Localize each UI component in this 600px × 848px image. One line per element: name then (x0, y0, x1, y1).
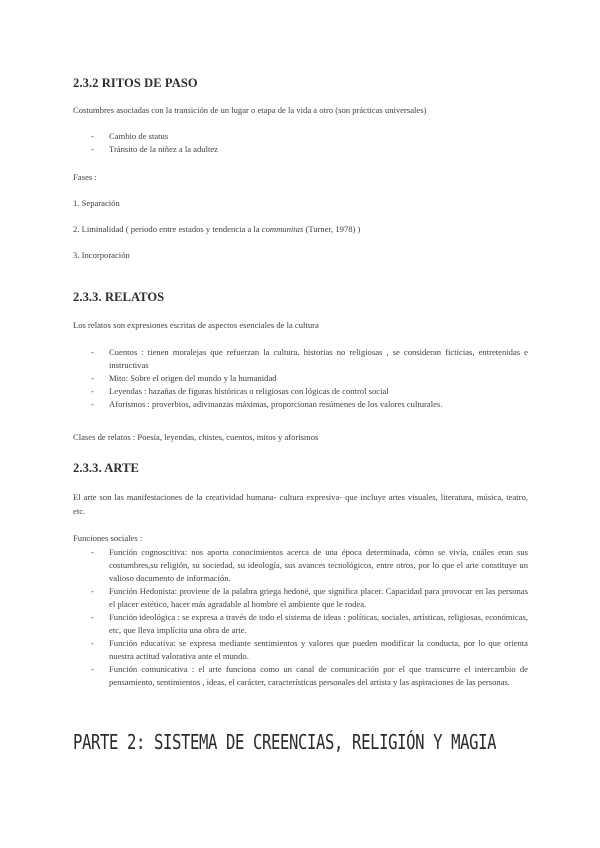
list-item: - Tránsito de la niñez a la adultez (73, 143, 528, 156)
part-2-heading: PARTE 2: SISTEMA DE CREENCIAS, RELIGIÓN Y MAGIA (73, 730, 497, 754)
list-item: - Leyendas : hazañas de figuras históricas o religiosas con lógicas de control social (73, 385, 528, 398)
fase-3: 3. Incorporación (73, 250, 130, 260)
ritos-list (73, 130, 528, 156)
funciones-label: Funciones sociales : (73, 533, 143, 543)
section-heading-ritos: 2.3.2 RITOS DE PASO (73, 76, 198, 90)
relatos-intro: Los relatos son expresiones escritas de aspectos esenciales de la cultura (73, 320, 319, 330)
fase-2-text: 2. Liminalidad ( periodo entre estados y tendencia a la (73, 224, 262, 234)
list-item: - Función comunicativa : el arte funciona como un canal de comunicación por el que transcurre el intercambio de pensamiento, sentimientos , ideas, el carácter, características personales del artista y las aspiraciones de las personas. (73, 663, 528, 689)
fase-2-citation: (Turner, 1978) ) (303, 224, 361, 234)
fase-1: 1. Separación (73, 198, 120, 208)
funciones-list (73, 546, 528, 689)
list-item: - Cuentos : tienen moralejas que refuerzan la cultura. historias no religiosas , se consideran ficticias, entretenidas e instructivas (73, 346, 528, 372)
list-item: - Cambio de status (73, 130, 528, 143)
list-item: - Función cognoscitiva: nos aporta conocimientos acerca de una época determinada, cómo se vivía, cuáles eran sus costumbres,su religión, su sociedad, su ideología, sus avances tecnológicos, entre otros, por lo que el arte constituye un valioso documento de información. (73, 546, 528, 585)
fase-2 (73, 222, 528, 236)
relatos-list (73, 346, 528, 411)
list-item: - Función educativa: se expresa mediante sentimientos y valores que pueden modificar la conducta, por lo que orienta nuestra actitud valorativa ante el mundo. (73, 637, 528, 663)
ritos-intro: Costumbres asociadas con la transición de un lugar o etapa de la vida a otro (son prácticas universales) (73, 105, 427, 115)
clases-relatos: Clases de relatos : Poesía, leyendas, chistes, cuentos, mitos y aforismos (73, 432, 319, 442)
list-item: - Aforismos : proverbios, adivinanzas máximas, proporcionan resúmenes de los valores culturales. (73, 398, 528, 411)
list-item: - Función ideológica : se expresa a través de todo el sistema de ideas : políticas, sociales, artísticas, religiosas, económicas, etc, que lleva implícita una obra de arte. (73, 611, 528, 637)
section-heading-relatos: 2.3.3. RELATOS (73, 290, 165, 304)
section-heading-arte: 2.3.3. ARTE (73, 461, 139, 475)
fases-label: Fases : (73, 172, 97, 182)
fase-2-emphasis: communitas (261, 224, 304, 234)
arte-intro: El arte son las manifestaciones de la creatividad humana- cultura expresiva- que incluye artes visuales, literatura, música, teatro, etc. (73, 492, 528, 516)
list-item: - Mito: Sobre el origen del mundo y la humanidad (73, 372, 528, 385)
list-item: - Función Hedonista: proviene de la palabra griega hedoné, que significa placer. Capacidad para provocar en las personas el placer estético, hacer más agradable al hombre el ambiente que le rodea. (73, 585, 528, 611)
